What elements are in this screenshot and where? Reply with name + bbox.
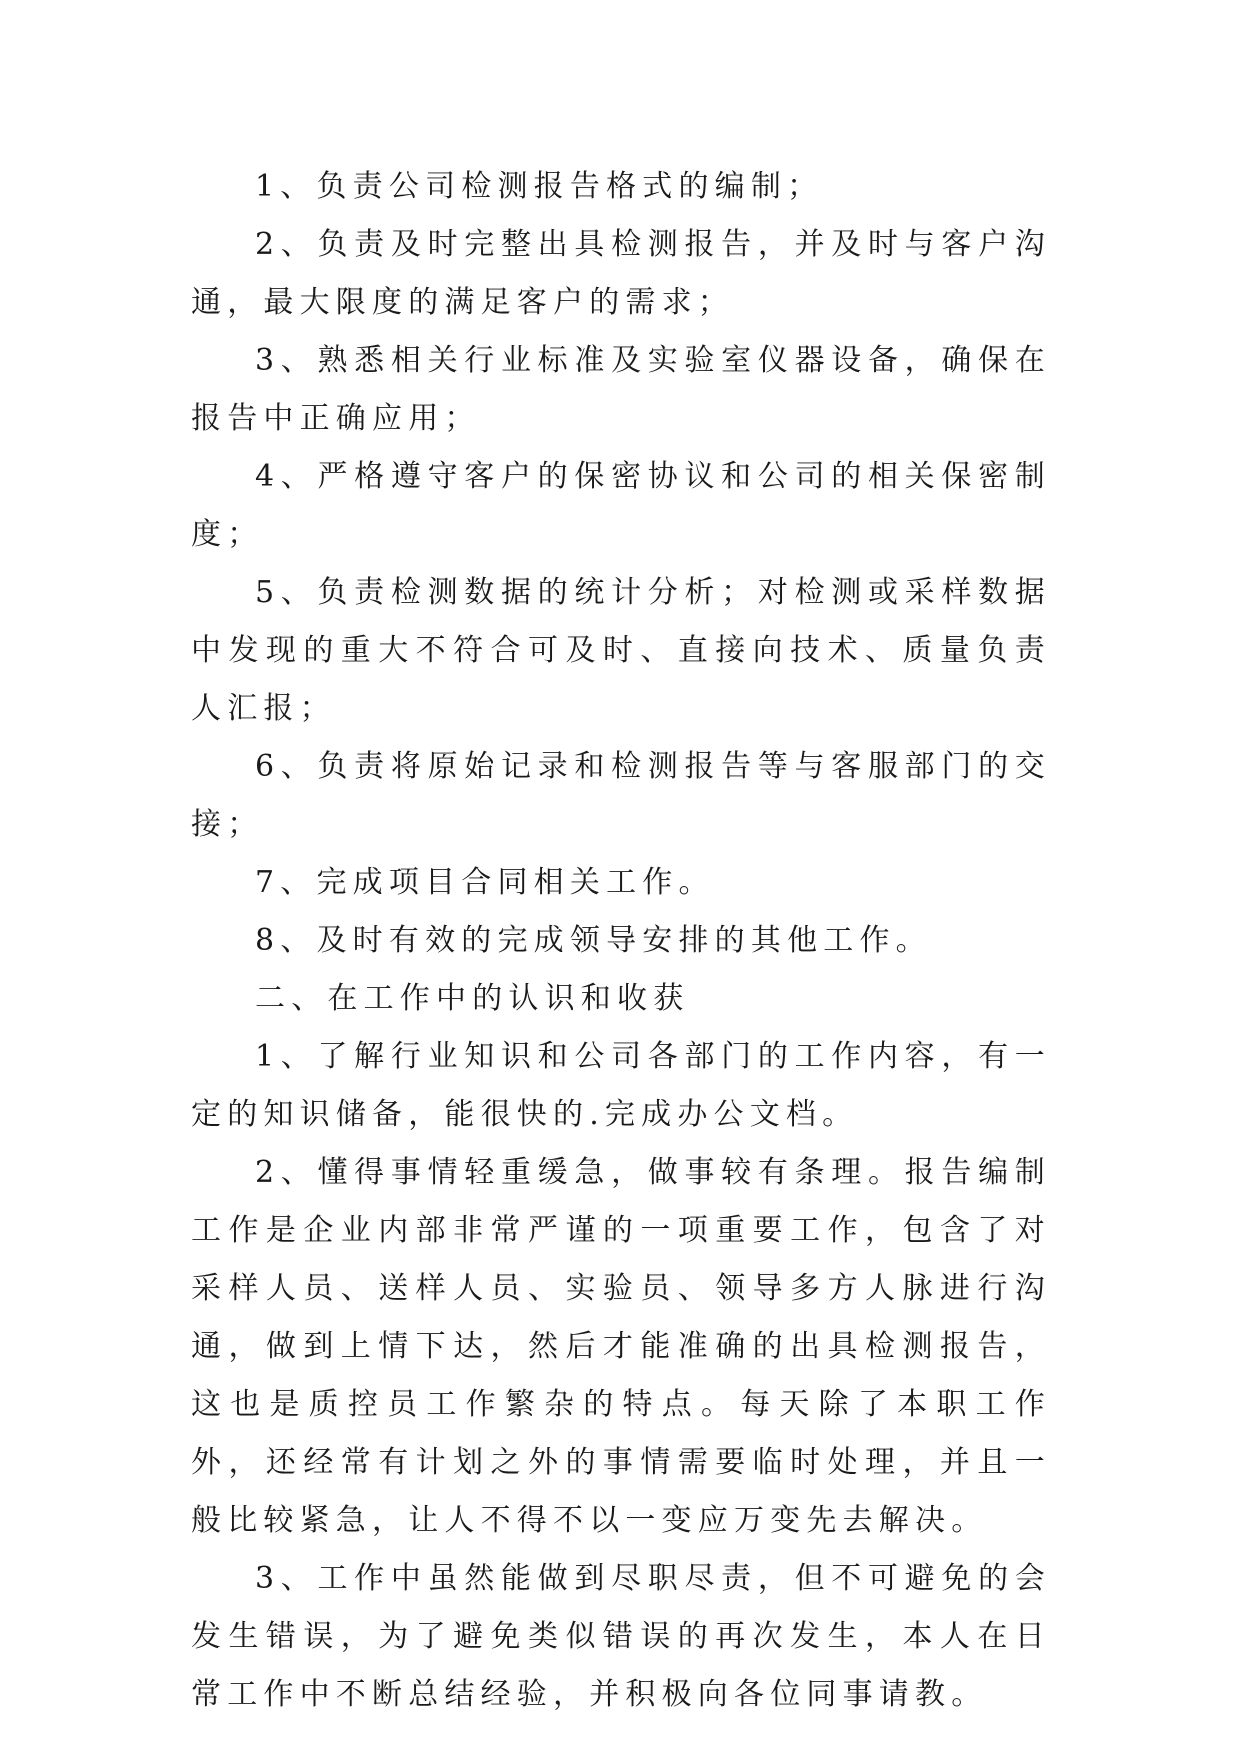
- paragraph-duty-2: 2、负责及时完整出具检测报告，并及时与客户沟通，最大限度的满足客户的需求；: [191, 227, 1051, 320]
- paragraph-duty-5: 5、负责检测数据的统计分析；对检测或采样数据中发现的重大不符合可及时、直接向技术、质量负责人汇报；: [191, 575, 1051, 726]
- paragraph-duty-1: 1、负责公司检测报告格式的编制；: [255, 169, 824, 204]
- paragraph-duty-3: 3、熟悉相关行业标准及实验室仪器设备，确保在报告中正确应用；: [191, 343, 1051, 436]
- paragraph-duty-6: 6、负责将原始记录和检测报告等与客服部门的交接；: [191, 749, 1051, 842]
- document-body: [191, 158, 1051, 1724]
- paragraph-duty-8: 8、及时有效的完成领导安排的其他工作。: [255, 923, 932, 958]
- paragraph-duty-4: 4、严格遵守客户的保密协议和公司的相关保密制度；: [191, 459, 1051, 552]
- paragraph-gain-2: 2、懂得事情轻重缓急，做事较有条理。报告编制工作是企业内部非常严谨的一项重要工作，包含了对采样人员、送样人员、实验员、领导多方人脉进行沟通，做到上情下达，然后才能准确的出具检测报告，这也是质控员工作繁杂的特点。每天除了本职工作外，还经常有计划之外的事情需要临时处理，并且一般比较紧急，让人不得不以一变应万变先去解决。: [191, 1155, 1051, 1538]
- paragraph-duty-7: 7、完成项目合同相关工作。: [255, 865, 715, 900]
- paragraph-gain-1: 1、了解行业知识和公司各部门的工作内容，有一定的知识储备，能很快的.完成办公文档。: [191, 1039, 1051, 1132]
- section-heading-2: 二、在工作中的认识和收获: [255, 981, 690, 1016]
- paragraph-gain-3: 3、工作中虽然能做到尽职尽责，但不可避免的会发生错误，为了避免类似错误的再次发生，本人在日常工作中不断总结经验，并积极向各位同事请教。: [191, 1561, 1051, 1712]
